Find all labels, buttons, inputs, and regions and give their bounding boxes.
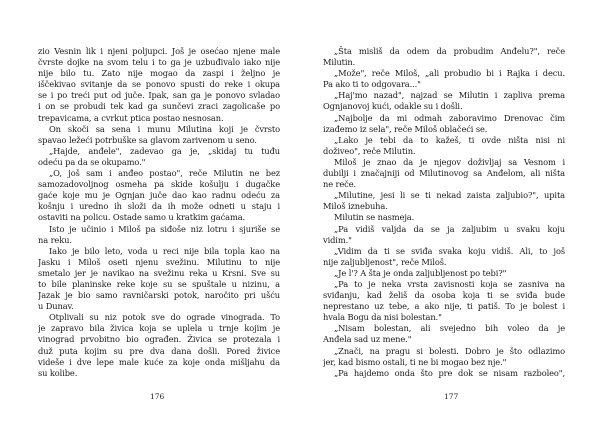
text-line: ne reče. bbox=[323, 179, 357, 190]
text-line: trepavicama, a cvrkut ptica postao nesnosan. bbox=[38, 112, 224, 123]
text-line: smetalo jer je navikao na svežinu reka u Krsni. Sve su bbox=[38, 267, 280, 278]
left-page-number: 176 bbox=[150, 392, 165, 401]
text-line: „O, još sam i anđeo postao", reče Milutin ne bez bbox=[49, 168, 280, 179]
text-line: Ognjanovoj kući, odakle su i došli. bbox=[323, 101, 463, 112]
text-line: spavao ležeći potrbuške sa glavom zarivenom u seno. bbox=[38, 134, 257, 145]
text-line: „Pa hajdemo onda što pre dok se nisam razboleo", bbox=[334, 367, 565, 378]
text-line: Anđela sad uz mene." bbox=[323, 334, 412, 345]
text-line: „Pa to je neka vrsta zavisnosti koja se zasniva na bbox=[334, 278, 565, 289]
text-line: odeću pa da se okupamo." bbox=[38, 156, 146, 167]
text-line: Jasku i Miloš oseti njenu svežinu. Milutinu to nije bbox=[38, 256, 280, 267]
text-line: „Najbolje da mi odmah zaboravimo Drenovac čim bbox=[334, 112, 565, 123]
text-line: „Znači, na pragu si bolesti. Dobro je što odlazimo bbox=[334, 345, 565, 356]
text-line: „Milutine, jesi li se ti nekad zaista zaljubio?", upita bbox=[334, 190, 565, 201]
text-line: Milutin. bbox=[323, 57, 356, 68]
text-line: nije bilo tu. Zato nije mogao da zaspi i željno je bbox=[38, 68, 280, 79]
text-line: Milutin se nasmeja. bbox=[334, 212, 415, 223]
right-page-number: 177 bbox=[444, 392, 459, 401]
right-page-text bbox=[323, 46, 565, 379]
text-line: je zapravo bila živica koja se uplela u trnje kojim je bbox=[38, 323, 280, 334]
left-page bbox=[38, 46, 280, 402]
text-line: izađemo iz sela", reče Miloš oblačeći se. bbox=[323, 123, 488, 134]
text-line: to bile planinske reke koje su se spuštale u nizinu, a bbox=[38, 278, 280, 289]
text-line: vinograd prvobitno bio ograđen. Živica se protezala i bbox=[38, 334, 280, 345]
text-line: „Vidim da ti se sviđa svaka koju vidiš. Ali, to još bbox=[334, 245, 565, 256]
text-line: Iako je bilo leto, voda u reci nije bila topla kao na bbox=[49, 245, 280, 256]
text-line: dubilji i značajniji od Milutinovog sa Anđelom, ali ništa bbox=[323, 168, 565, 179]
text-line: se i po treći put od juče. Ipak, san ga je ponovo svladao bbox=[38, 90, 280, 101]
text-line: „Pa vidiš valjda da se ja zaljubim u svaku koju bbox=[334, 223, 565, 234]
text-line: na reku. bbox=[38, 234, 72, 245]
text-line: čvrste dojke na svom telu i to ga je uzbuđivalo iako nije bbox=[38, 57, 280, 68]
text-line: On skoči sa sena i munu Milutina koji je čvrsto bbox=[49, 123, 280, 134]
text-line: košnju i uredno ih složi da ih može odneti u staju i bbox=[38, 201, 280, 212]
text-line: „Je l'? A šta je onda zaljubljenost po tebi?" bbox=[334, 267, 507, 278]
text-line: samozadovoljnog osmeha pa skide košulju i dugačke bbox=[38, 179, 280, 190]
text-line: jer, kad bismo ostali, ti ne bi mogao bez nje." bbox=[323, 356, 507, 367]
text-line: i on se probudi tek kad ga sunčevi zraci zagolicaše po bbox=[38, 101, 280, 112]
text-line: u Dunav. bbox=[38, 301, 74, 312]
text-line: „Šta misliš da odem da probudim Anđelu?", reče bbox=[334, 46, 565, 56]
text-line: vidim." bbox=[323, 234, 352, 245]
text-line: „Hajde, anđele", zadevao ga je, „skidaj tu tuđu bbox=[49, 145, 280, 156]
text-line: iščekivao svitanje da se ponovo spusti do reke i okupa bbox=[38, 79, 280, 90]
left-page-text bbox=[38, 46, 280, 379]
text-line: nije zaljubljenost", reče Miloš. bbox=[323, 256, 447, 267]
text-line: hvala Bogu da nisi bolestan." bbox=[323, 312, 442, 323]
text-line: ostaviti na policu. Ostade samo u kratkim gaćama. bbox=[38, 212, 246, 223]
text-line: gaće koje mu je Ognjan juče dao kao radnu odeću za bbox=[38, 190, 280, 201]
text-line: „Lako je tebi da to kažeš, ti ovde ništa nisi ni bbox=[334, 134, 565, 145]
text-line: Miloš iznebuha. bbox=[323, 201, 388, 212]
text-line: „Može", reče Miloš, „ali probudio bi i Rajka i decu. bbox=[334, 68, 565, 79]
text-line: Otplivali su niz potok sve do ograde vinograda. To bbox=[49, 312, 280, 323]
text-line: „Haj'mo nazad", najzad se Milutin i zapliva prema bbox=[334, 90, 565, 101]
text-line: Jazak je bio samo ravničarski potok, naročito pri ušću bbox=[38, 290, 280, 301]
text-line: neprestano uz tebe, a ako nije, ti patiš. To je bolest i bbox=[323, 301, 565, 312]
text-line: videše i dve lepe male kuće za koje onda mišljahu da bbox=[38, 356, 280, 367]
text-line: sviđanju, kad želiš da osoba koja ti se sviđa bude bbox=[323, 290, 565, 301]
text-line: Isto je učinio i Miloš pa siđoše niz lotru i sjuriše se bbox=[49, 223, 280, 234]
text-line: „Nisam bolestan, ali svejedno bih voleo da je bbox=[334, 323, 565, 334]
right-page bbox=[323, 46, 565, 402]
text-line: Pa ako ti to odgovara..." bbox=[323, 79, 421, 90]
text-line: doživeo", reče Milutin. bbox=[323, 145, 416, 156]
text-line: zio Vesnin lik i njeni poljupci. Još je osećao njene male bbox=[38, 46, 280, 56]
text-line: Miloš je znao da je njegov doživljaj sa Vesnom i bbox=[334, 156, 565, 167]
text-line: duž puta kojim su pre dva dana došli. Pored živice bbox=[38, 345, 280, 356]
text-line: su kolibe. bbox=[38, 367, 78, 378]
